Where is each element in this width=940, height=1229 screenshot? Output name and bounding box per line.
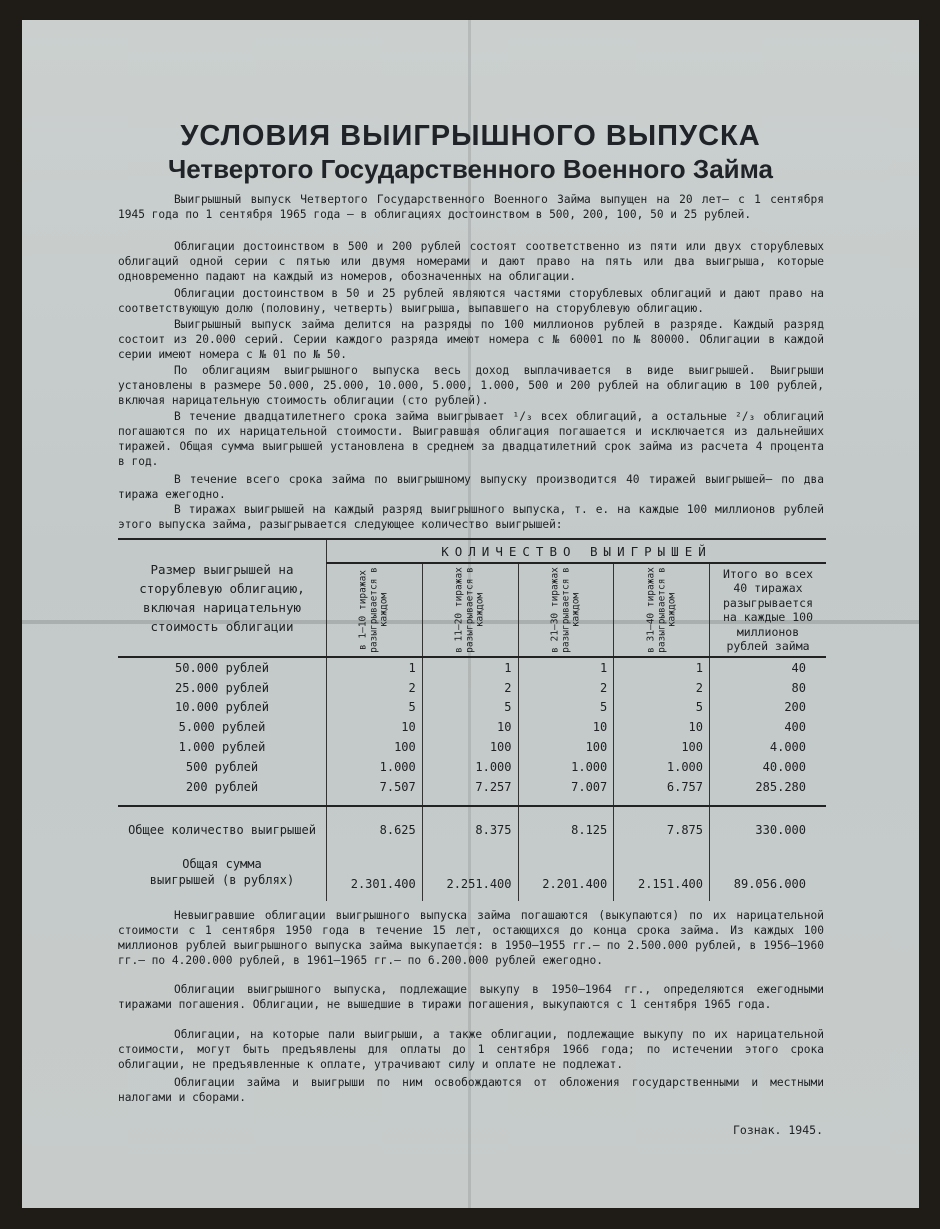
cell-value: 1 <box>327 657 423 678</box>
col-header-text: в 31—40 тиражах разыгрывается в каждом <box>644 567 677 653</box>
prize-label: 25.000 рублей <box>118 678 327 698</box>
cell-value: 2 <box>327 678 423 698</box>
col-header-draws-11-20 <box>422 563 518 657</box>
col-header-draws-31-40 <box>614 563 710 657</box>
prize-label: 50.000 рублей <box>118 657 327 678</box>
paragraph-redemption: Невыигравшие облигации выигрышного выпуска займа погашаются (выкупаются) по их нарицательной стоимости с 1 сентября 1950 года в течение 15 лет, остающихся до конца срока займа. Из каждых 100 миллионов рублей выигрышного выпуска займа выкупается: в 1950—1955 гг.— по 2.500.000 рублей, в 1956—1960 гг.— по 4.200.000 рублей, в 1961—1965 гг.— по 6.200.000 рублей ежегодно. <box>118 909 824 968</box>
cell-value: 1.000 <box>518 757 614 777</box>
loan-conditions-sheet <box>22 20 919 1208</box>
page-subtitle: Четвертого Государственного Военного Займа <box>168 154 773 184</box>
cell-total: 200 <box>784 700 806 715</box>
cell-value: 7.507 <box>327 777 423 797</box>
total-sum-label: Общая сумма выигрышей (в рублях) <box>118 853 327 891</box>
cell-value: 2 <box>518 678 614 698</box>
cell-value: 2.151.400 <box>614 853 710 891</box>
col-header-text: в 21—30 тиражах разыгрывается в каждом <box>549 567 582 653</box>
table-row <box>118 717 826 737</box>
table-row <box>118 657 826 678</box>
table-header-row <box>118 539 826 563</box>
cell-value: 8.125 <box>518 817 614 843</box>
cell-total: 4.000 <box>769 740 806 755</box>
cell-value: 2 <box>422 678 518 698</box>
table-row <box>118 737 826 757</box>
cell-value: 10 <box>422 717 518 737</box>
paragraph-payment-deadline: Облигации, на которые пали выигрыши, а также облигации, подлежащие выкупу по их нарицательной стоимости, могут быть предъявлены для оплаты до 1 сентября 1966 года; по истечении этого срока облигации, не предъявленные к оплате, утрачивают силу и оплате не подлежат. <box>118 1028 824 1072</box>
cell-value: 8.375 <box>422 817 518 843</box>
col-header-draws-1-10 <box>327 563 423 657</box>
winnings-table <box>118 538 826 901</box>
cell-value: 100 <box>422 737 518 757</box>
paragraph-denominations: Облигации достоинством в 500 и 200 рублей состоят соответственно из пяти или двух сторублевых облигаций одной серии с пятью или двумя номерами и дают право на пять или два выигрыша, которые одновременно падают на каждый из номеров, обозначенных на облигации. <box>118 240 824 284</box>
paragraph-tax-exemption: Облигации займа и выигрыши по ним освобождаются от обложения государственными и местными налогами и сборами. <box>118 1076 824 1105</box>
cell-value: 2 <box>614 678 710 698</box>
prize-label: 200 рублей <box>118 777 327 797</box>
cell-value: 1.000 <box>422 757 518 777</box>
cell-total: 40 <box>791 660 806 675</box>
paragraph-prizes: По облигациям выигрышного выпуска весь доход выплачивается в виде выигрышей. Выигрыши установлены в размере 50.000, 25.000, 10.000, 5.000, 1.000, 500 и 200 рублей на облигацию в 100 рублей, включая нарицательную стоимость облигации (сто рублей). <box>118 364 824 408</box>
winnings-count-header: КОЛИЧЕСТВО ВЫИГРЫШЕЙ <box>327 539 827 563</box>
cell-total: 285.280 <box>755 779 806 794</box>
cell-value: 2.301.400 <box>327 853 423 891</box>
cell-total: 80 <box>791 680 806 695</box>
cell-value: 1 <box>614 657 710 678</box>
cell-value: 1 <box>422 657 518 678</box>
table-row <box>118 777 826 797</box>
total-count-row <box>118 817 826 843</box>
cell-value: 8.625 <box>327 817 423 843</box>
paragraph-term: Выигрышный выпуск Четвертого Государственного Военного Займа выпущен на 20 лет— с 1 сентября 1945 года по 1 сентября 1965 года — в облигациях достоинством в 500, 200, 100, 50 и 25 рублей. <box>118 193 824 222</box>
table-separator <box>118 797 826 806</box>
table-row <box>118 678 826 698</box>
cell-value: 1.000 <box>614 757 710 777</box>
cell-value: 10 <box>614 717 710 737</box>
paragraph-parts: Облигации достоинством в 50 и 25 рублей являются частями сторублевых облигаций и дают право на соответствующую долю (половину, четверть) выигрыша, выпавшего на сторублевую облигацию. <box>118 287 824 316</box>
cell-value: 1 <box>518 657 614 678</box>
cell-value: 2.201.400 <box>518 853 614 891</box>
prize-label: 10.000 рублей <box>118 698 327 718</box>
total-sum-row <box>118 853 826 891</box>
cell-value: 100 <box>518 737 614 757</box>
cell-value: 7.007 <box>518 777 614 797</box>
cell-value: 100 <box>327 737 423 757</box>
prize-label: 1.000 рублей <box>118 737 327 757</box>
cell-value: 7.875 <box>614 817 710 843</box>
col-header-draws-21-30 <box>518 563 614 657</box>
page-title: УСЛОВИЯ ВЫИГРЫШНОГО ВЫПУСКА <box>180 120 761 152</box>
col-header-text: в 1—10 тиражах разыгрывается в каждом <box>357 567 390 653</box>
cell-value: 7.257 <box>422 777 518 797</box>
table-row <box>118 757 826 777</box>
cell-value: 2.251.400 <box>422 853 518 891</box>
paragraph-series: Выигрышный выпуск займа делится на разряды по 100 миллионов рублей в разряде. Каждый разряд состоит из 20.000 серий. Серии каждого разряда имеют номера с № 60001 по № 80000. Облигации в каждой серии имеют номера с № 01 по № 50. <box>118 318 824 362</box>
cell-value: 1.000 <box>327 757 423 777</box>
cell-total: 40.000 <box>762 759 806 774</box>
paragraph-draws: В течение всего срока займа по выигрышному выпуску производится 40 тиражей выигрышей— по два тиража ежегодно. <box>118 473 824 502</box>
cell-value: 5 <box>327 698 423 718</box>
cell-value: 5 <box>518 698 614 718</box>
prize-label: 500 рублей <box>118 757 327 777</box>
cell-value: 10 <box>518 717 614 737</box>
col-header-total: Итого во всех 40 тиражах разыгрывается на каждые 100 миллионов рублей займа <box>710 563 827 657</box>
paragraph-redemption-draws: Облигации выигрышного выпуска, подлежащие выкупу в 1950—1964 гг., определяются ежегодными тиражами погашения. Облигации, не вышедшие в тиражи погашения, выкупаются с 1 сентября 1965 года. <box>118 983 824 1012</box>
cell-value: 10 <box>327 717 423 737</box>
cell-value: 100 <box>614 737 710 757</box>
prize-size-header: Размер выигрышей на сторублевую облигацию, включая нарицательную стоимость облигации <box>118 539 327 657</box>
cell-total: 330.000 <box>755 822 806 837</box>
cell-value: 5 <box>422 698 518 718</box>
col-header-text: в 11—20 тиражах разыгрывается в каждом <box>453 567 486 653</box>
prize-label: 5.000 рублей <box>118 717 327 737</box>
printer-imprint: Гознак. 1945. <box>732 1123 823 1137</box>
paragraph-table-intro: В тиражах выигрышей на каждый разряд выигрышного выпуска, т. е. на каждые 100 миллионов рублей этого выпуска займа, разыгрывается следующее количество выигрышей: <box>118 503 824 532</box>
cell-total: 400 <box>784 720 806 735</box>
total-count-label: Общее количество выигрышей <box>118 817 327 843</box>
cell-total: 89.056.000 <box>733 876 806 891</box>
table-row <box>118 698 826 718</box>
cell-value: 6.757 <box>614 777 710 797</box>
cell-value: 5 <box>614 698 710 718</box>
paragraph-share: В течение двадцатилетнего срока займа выигрывает ¹/₃ всех облигаций, а остальные ²/₃ облигаций погашаются по их нарицательной стоимости. Выигравшая облигация погашается и исключается из дальнейших тиражей. Общая сумма выигрышей установлена в среднем за двадцатилетний срок займа из расчета 4 процента в год. <box>118 410 824 469</box>
